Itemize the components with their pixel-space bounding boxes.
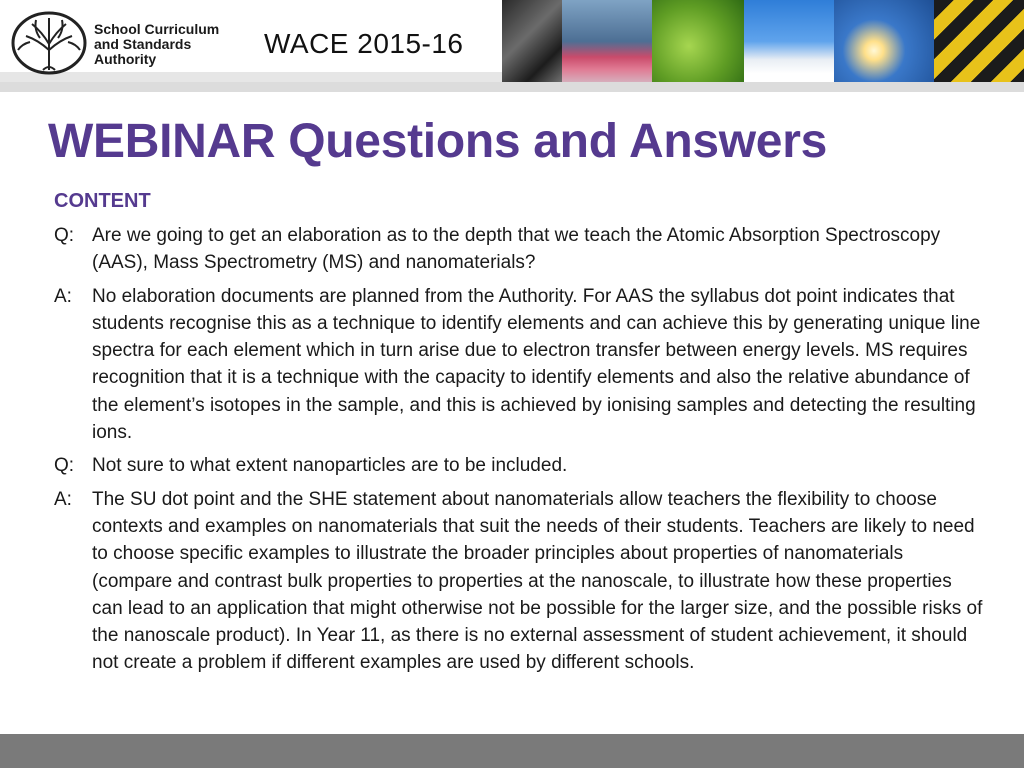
qa-text: No elaboration documents are planned from the Authority. For AAS the syllabus dot point indicates that students recognise this as a technique to identify elements and can achieve this by generating unique line spectra for each element which in turn arise due to electron transfer between energy levels. MS requires recognition that it is a technique with the capacity to identify elements and also the relative abundance of the element’s isotopes in the sample, and this is achieved by ionising samples and detecting the resulting ions. (92, 285, 981, 444)
qa-text: Are we going to get an elaboration as to the depth that we teach the Atomic Absorption Spectroscopy (AAS), Mass Spectrometry (MS) and nanomaterials? (92, 225, 941, 274)
sunburst-sky-photo (834, 0, 934, 92)
footer-bar (0, 734, 1024, 768)
brand-panel (0, 0, 502, 82)
qa-label: Q: (54, 455, 75, 477)
vinyl-record-photo (502, 0, 562, 92)
qa-item (54, 452, 984, 479)
qa-text: The SU dot point and the SHE statement about nanomaterials allow teachers the flexibility to choose contexts and examples on nanomaterials that suit the needs of their students. Teachers are likely to need to choose specific examples to illustrate the broader principles about properties of nanomaterials (compare and contrast bulk properties to properties at the nanoscale, to illustrate how these properties can lead to an application that might otherwise not be possible for the larger size, and the possible risks of the nanoscale product). In Year 11, as there is no external assessment of student achievement, it should not create a problem if different examples are used by different schools. (92, 488, 983, 674)
org-name: School Curriculum and Standards Authority (94, 21, 220, 67)
header-banner (0, 0, 1024, 92)
sneakers-photo (562, 0, 652, 92)
qa-text: Not sure to what extent nanoparticles are to be included. (92, 455, 568, 477)
qa-item (54, 222, 984, 277)
blue-sky-clouds-photo (744, 0, 834, 92)
qa-label: Q: (54, 225, 75, 246)
hazard-stripes-photo (934, 0, 1024, 92)
section-label: CONTENT (54, 190, 151, 212)
qa-label: A: (54, 285, 72, 307)
wace-label: WACE 2015-16 (264, 28, 464, 59)
photo-strip (502, 0, 1024, 92)
green-leaf-photo (652, 0, 744, 92)
banner-divider (0, 82, 1024, 92)
qa-item (54, 283, 984, 447)
qa-label: A: (54, 488, 72, 510)
qa-list (54, 222, 984, 683)
qa-item (54, 486, 984, 677)
tree-logo-icon (10, 10, 88, 76)
page-title: WEBINAR Questions and Answers (48, 115, 827, 168)
